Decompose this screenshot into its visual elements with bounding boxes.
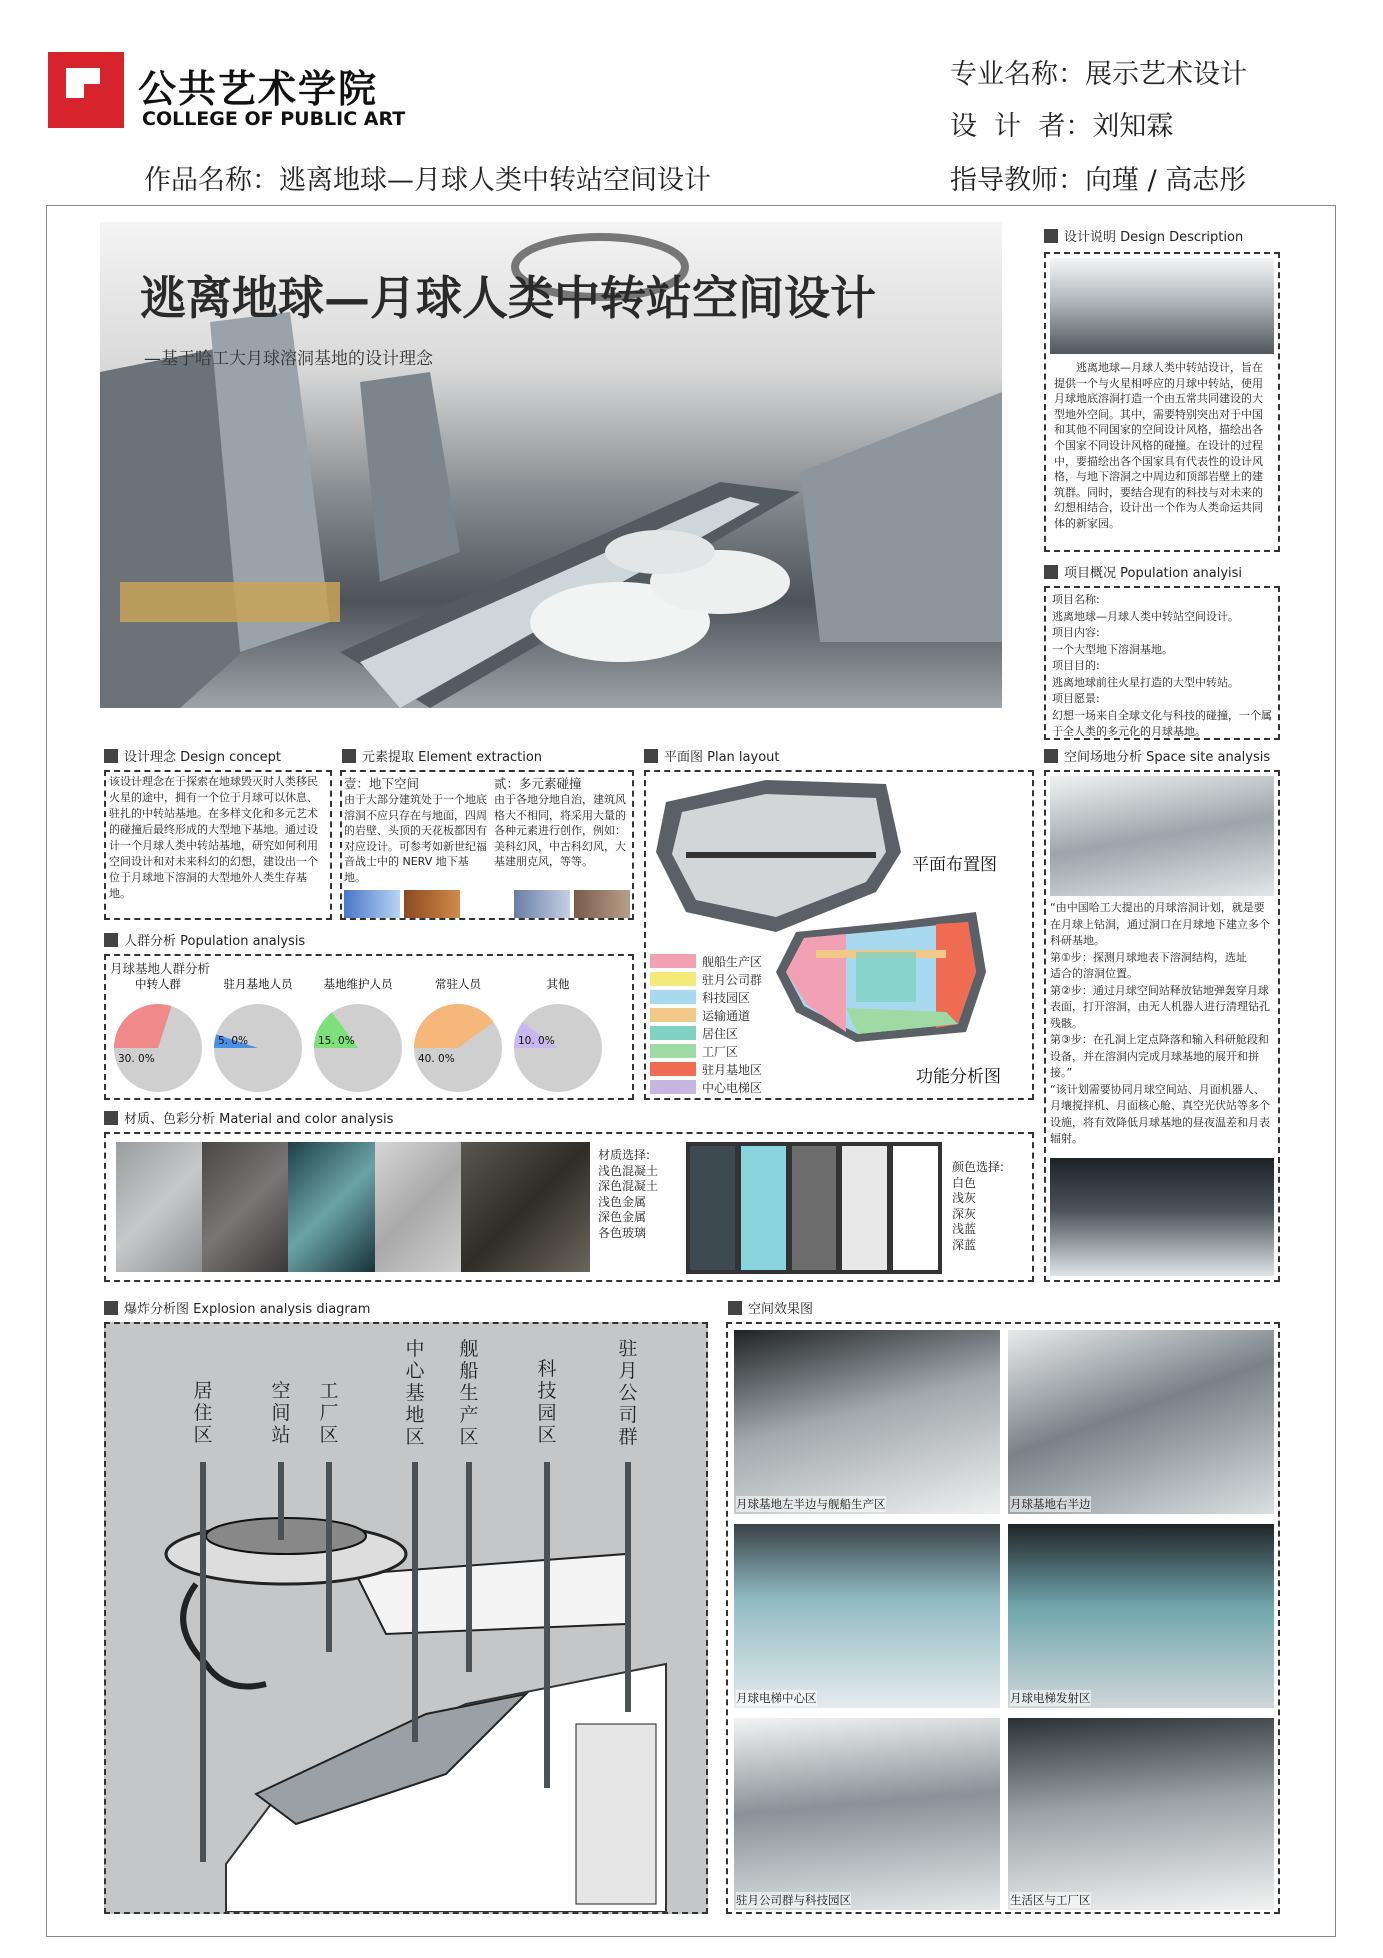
pie-value: 30. 0%	[118, 1053, 155, 1065]
element-head-2: 贰：多元素碰撞	[494, 776, 582, 791]
legend-item: 舰船生产区	[650, 952, 762, 970]
hero-subtitle: —基于哈工大月球溶洞基地的设计理念	[144, 349, 433, 369]
texture-light-metal	[375, 1142, 461, 1272]
college-logo-icon	[48, 52, 124, 128]
design-desc-text: 逃离地球—月球人类中转站设计，旨在提供一个与火星相呼应的月球中转站，使用月球地底溶洞打造一个由五常共同建设的大型地外空间。其中，需要特别突出对于中国和其他不同国家的空间设计风格，描绘出各个国家不同设计风格的碰撞。在设计的过程中，要描绘出各个国家具有代表性的设计风格，与地下溶洞之中周边和顶部岩壁上的建筑群。同时，要结合现有的科技与对未来的幻想相结合，设计出一个作为人类命运共同体的新家园。	[1054, 361, 1263, 530]
element-text-1: 由于大部分建筑处于一个地底溶洞不应只存在与地面，四周的岩壁、头顶的天花板都因有对应设计。可参考如新世纪福音战士中的 NERV 地下基地。	[344, 793, 487, 884]
elements-box	[340, 770, 634, 920]
design-desc-title: 设计说明 Design Description	[1044, 226, 1243, 245]
color-swatch	[792, 1146, 837, 1270]
school-name-cn: 公共艺术学院	[138, 66, 379, 111]
explosion-label: 空间站	[271, 1380, 291, 1446]
population-box	[104, 954, 634, 1100]
legend-item: 科技园区	[650, 988, 762, 1006]
plan-box	[644, 770, 1034, 1100]
population-subtitle: 月球基地人群分析	[110, 961, 211, 976]
pie-label: 驻月基地人员	[223, 977, 293, 991]
population-pies	[106, 956, 632, 1098]
plan-label-layout: 平面布置图	[912, 855, 997, 875]
overview-box	[1044, 586, 1280, 740]
hero-render	[100, 222, 1002, 708]
overview-line: 项目名称:	[1052, 593, 1100, 606]
overview-line: 项目目的:	[1052, 659, 1100, 672]
pie-label: 基地维护人员	[323, 977, 393, 991]
material-list: 材质选择: 浅色混凝土 深色混凝土 浅色金属 深色金属 各色玻璃	[598, 1148, 659, 1240]
material-title: 材质、色彩分析 Material and color analysis	[104, 1108, 393, 1127]
overview-line: 逃离地球前往火星打造的大型中转站。	[1052, 675, 1239, 689]
section-square-icon	[1044, 229, 1058, 243]
elements-title: 元素提取 Element extraction	[342, 746, 542, 765]
overview-line: 逃离地球—月球人类中转站空间设计。	[1052, 609, 1239, 623]
overview-title: 项目概况 Population analyisi	[1044, 562, 1242, 581]
element-text-2: 由于各地分地自治，建筑风格大不相同，将采用大量的各种元素进行创作，例如：美科幻风，中古科幻风，大基建朋克风，等等。	[494, 793, 626, 868]
concept-text: 该设计理念在于探索在地球毁灭时人类移民火星的途中，拥有一个位于月球可以休息、驻扎的中转站基地。在多样文化和多元艺术的碰撞后最终形成的大型地下基地。通过设计一个月球人类中转站基地，研究如何利用空间设计和对未来科幻的幻想，建设出一个位于月球地下溶洞的大型地外人类生存基地。	[109, 775, 318, 900]
pie-value: 15. 0%	[318, 1035, 355, 1047]
color-swatch	[741, 1146, 786, 1270]
pie-value: 5. 0%	[218, 1035, 249, 1047]
effect-image: 月球基地右半边	[1008, 1330, 1274, 1514]
space-site-text: “由中国哈工大提出的月球溶洞计划，就是要在月球上钻洞，通过洞口在月球地下建立多个科研基地。 第①步：探测月球地表下溶洞结构，选址 适合的溶洞位置。 第②步：通过月球空间站释放钻地弹轰穿月球表面，打开溶洞，由无人机器人进行清理钻孔残骸。 第③步：在孔洞上定点降落和输入科研舱段和设备，并在溶洞内完成月球基地的展开和拼接。” “该计划需要协同月球空间站、月面机器人、月壤搅拌机、月面核心舱、真空光伏站等多个设施，将有效降低月球基地的昼夜温差和月表辐射。	[1050, 901, 1270, 1145]
overview-line: 幻想一场来自全球文化与科技的碰撞，一个属于全人类的多元化的月球基地。	[1052, 708, 1272, 738]
color-swatch	[842, 1146, 887, 1270]
plan-title: 平面图 Plan layout	[644, 746, 779, 765]
advisor: 指导教师：向瑾 / 高志彤	[950, 165, 1247, 196]
population-title: 人群分析 Population analysis	[104, 930, 305, 949]
explosion-label: 居住区	[193, 1380, 213, 1446]
legend-item: 运输通道	[650, 1006, 762, 1024]
color-swatch	[690, 1146, 735, 1270]
effect-image: 驻月公司群与科技园区	[734, 1718, 1000, 1910]
school-name-en: COLLEGE OF PUBLIC ART	[142, 108, 406, 130]
effects-title: 空间效果图	[728, 1298, 813, 1317]
explosion-label: 中心基地区	[405, 1338, 425, 1448]
element-head-1: 壹：地下空间	[344, 776, 420, 791]
major: 专业名称：展示艺术设计	[950, 59, 1247, 90]
element-image	[514, 890, 570, 918]
element-image	[574, 890, 630, 918]
space-site-image-2	[1050, 1158, 1274, 1276]
plan-legend	[650, 952, 762, 1096]
texture-dark-metal	[461, 1142, 590, 1272]
pie-label: 中转人群	[135, 977, 181, 991]
space-site-box	[1044, 770, 1280, 1282]
effect-image: 生活区与工厂区	[1008, 1718, 1274, 1910]
legend-item: 居住区	[650, 1024, 762, 1042]
concept-title: 设计理念 Design concept	[104, 746, 281, 765]
explosion-label: 驻月公司群	[618, 1338, 638, 1448]
plan-label-function: 功能分析图	[916, 1067, 1001, 1087]
pie-label: 常驻人员	[435, 977, 481, 991]
designer: 设 计 者：刘知霖	[950, 111, 1174, 142]
design-desc-box	[1044, 252, 1280, 552]
color-swatch	[893, 1146, 938, 1270]
overview-line: 项目内容:	[1052, 626, 1100, 639]
material-box	[104, 1132, 1034, 1282]
explosion-box	[104, 1322, 708, 1914]
legend-item: 驻月基地区	[650, 1060, 762, 1078]
pie-value: 40. 0%	[418, 1053, 455, 1065]
design-desc-image	[1050, 258, 1274, 354]
color-list: 颜色选择: 白色 浅灰 深灰 浅蓝 深蓝	[952, 1160, 1005, 1252]
legend-item: 驻月公司群	[650, 970, 762, 988]
texture-glass	[288, 1142, 374, 1272]
element-image	[404, 890, 460, 918]
concept-box	[104, 770, 332, 920]
effect-image: 月球电梯中心区	[734, 1524, 1000, 1708]
color-swatches	[686, 1142, 942, 1274]
pie-value: 10. 0%	[518, 1035, 555, 1047]
space-site-title: 空间场地分析 Space site analysis	[1044, 746, 1270, 765]
explosion-label: 舰船生产区	[459, 1338, 479, 1448]
explosion-label: 科技园区	[537, 1358, 557, 1446]
explosion-label: 工厂区	[319, 1380, 339, 1446]
hero-title: 逃离地球—月球人类中转站空间设计	[140, 271, 876, 325]
element-image	[344, 890, 400, 918]
overview-line: 项目愿景:	[1052, 692, 1100, 705]
legend-item: 中心电梯区	[650, 1078, 762, 1096]
explosion-title: 爆炸分析图 Explosion analysis diagram	[104, 1298, 370, 1317]
effect-image: 月球电梯发射区	[1008, 1524, 1274, 1708]
legend-item: 工厂区	[650, 1042, 762, 1060]
effect-image: 月球基地左半边与舰船生产区	[734, 1330, 1000, 1514]
texture-light-concrete	[116, 1142, 202, 1272]
work-title: 作品名称：逃离地球—月球人类中转站空间设计	[144, 165, 711, 196]
texture-dark-concrete	[202, 1142, 288, 1272]
space-site-image-1	[1050, 776, 1274, 896]
effects-box	[726, 1322, 1280, 1914]
pie-label: 其他	[546, 977, 570, 991]
overview-line: 一个大型地下溶洞基地。	[1052, 642, 1173, 656]
material-textures	[116, 1142, 590, 1272]
